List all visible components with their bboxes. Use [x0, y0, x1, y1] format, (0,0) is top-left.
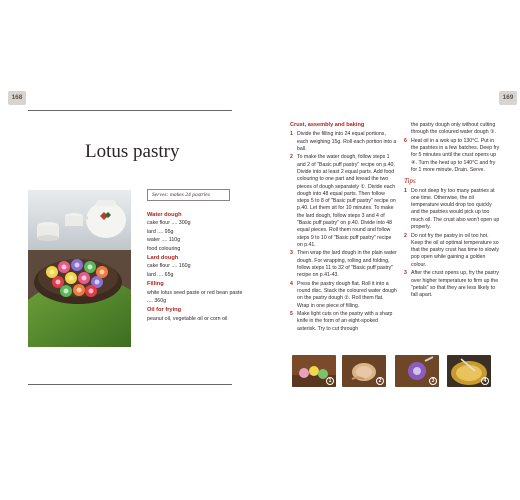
recipe-title: Lotus pastry: [85, 141, 180, 162]
step-text: the pastry dough only without cutting through the coloured water dough ③.: [411, 122, 497, 136]
method-step: [290, 131, 397, 153]
step-photo-2: [342, 355, 386, 387]
ingredient-section-heading: Water dough: [147, 212, 182, 218]
top-rule: [28, 110, 232, 111]
method-step: [290, 250, 397, 279]
tip-text: Do not deep fry too many pastries at one time. Otherwise, the oil temperature would drop too quickly and the pastries would pick up too much oil. The crust also won't open up properly.: [411, 187, 500, 231]
lotus-pastry-photo: [28, 190, 131, 347]
method-step-continued: [404, 122, 500, 137]
ingredient-section-heading: Oil for frying: [147, 307, 182, 314]
bottom-rule: [28, 384, 232, 385]
step-number: 1: [290, 131, 293, 138]
step-number: 6: [404, 137, 407, 144]
step-photo-label: 4: [481, 377, 489, 385]
step-text: To make the water dough, follow steps 1 and 2 of "Basic puff pastry" recipe on p.40. Divide into at least 2 equal parts. Add food colouring to one part and knead the two pieces of dough separately ①. Divide each dough into 48 equal parts. Then follow steps 5 to 8 of "Basic puff pastry" recipe on p.40. Let them sit for 10 minutes. To make the lard dough, follow steps 3 and 4 of "Basic puff pastry" on p.40. Divide into 48 equal pieces. Roll them round and follow steps 9 to 10 of "Basic puff pastry" recipe on p.41.: [297, 154, 396, 248]
method-tips-column: [404, 122, 500, 301]
step-photo-label: 2: [376, 377, 384, 385]
tip-item: [404, 233, 500, 269]
step-photo-label: 1: [326, 377, 334, 385]
step-photo-3: [395, 355, 439, 387]
ingredient-item: cake flour .... 160g: [147, 263, 191, 270]
step-number: 5: [290, 311, 293, 318]
tip-text: Do not fry the pastry in oil too hot. Keep the oil at optimal temperature so that the pastry crust has time to slowly pop open while gaining a golden colour.: [411, 232, 499, 268]
ingredient-item: cake flour .... 300g: [147, 220, 191, 227]
step-photo-4: [447, 355, 491, 387]
page-number-left: 168: [8, 91, 26, 105]
hero-photo: [28, 190, 131, 347]
step-photo-1: [292, 355, 336, 387]
ingredient-item: water .... 110g: [147, 237, 181, 244]
ingredient-item: food colouring: [147, 245, 181, 252]
method-step: [290, 311, 397, 333]
serves-box: Serves: makes 24 pastries: [147, 189, 230, 201]
ingredient-item: peanut oil, vegetable oil or corn oil: [147, 315, 228, 322]
tip-number: 2: [404, 232, 407, 239]
step-number: 4: [290, 280, 293, 287]
page-number-right: 169: [499, 91, 517, 105]
tip-number: 1: [404, 187, 407, 194]
ingredient-item: lard .... 65g: [147, 271, 174, 278]
ingredients-list: [147, 211, 247, 323]
method-step: [290, 154, 397, 249]
ingredient-item: lard .... 95g: [147, 228, 174, 235]
ingredient-group: [147, 211, 247, 253]
ingredient-section-heading: Lard dough: [147, 255, 179, 262]
step-text: Then wrap the lard dough in the plain water dough. For wrapping, rolling and folding, follow steps 11 to 32 of "Basic puff pastry" recipe on p.41-43.: [297, 250, 397, 279]
ingredient-group: [147, 280, 247, 305]
ingredient-item: white lotus seed paste or red bean paste .... 360g: [147, 289, 243, 305]
method-heading: Crust, assembly and baking: [290, 122, 365, 128]
tip-item: [404, 188, 500, 232]
method-column: [290, 122, 397, 334]
ingredient-group: [147, 306, 247, 323]
ingredient-section-heading: Filling: [147, 281, 164, 288]
method-step: [404, 138, 500, 174]
step-number: 2: [290, 154, 293, 161]
tips-heading: Tips: [404, 177, 416, 186]
method-step: [290, 281, 397, 310]
step-text: Press the pastry dough flat. Roll it into a round disc. Stack the coloured water dough on the pastry dough ②. Roll them flat. Wrap in one piece of filling.: [297, 280, 397, 309]
step-text: Make light cuts on the pastry with a sharp knife in the form of an eight-spoked asterisk. Try to cut through: [297, 311, 393, 332]
step-number: 3: [290, 250, 293, 257]
ingredient-group: [147, 254, 247, 279]
tip-text: After the crust opens up, fry the pastry over higher temperature to firm up the "petals" so that they are less likely to fall apart.: [411, 270, 499, 299]
step-text: Divide the filling into 24 equal portions, each weighing 15g. Roll each portion into a ball.: [297, 131, 397, 152]
step-text: Heat oil in a wok up to 130°C. Put in the pastries in a few batches. Deep fry for 5 minutes until the crust opens up ④. Turn the heat up to 140°C and fry for 1 more minute. Drain. Serve.: [411, 137, 500, 173]
tip-item: [404, 270, 500, 299]
step-photo-label: 3: [429, 377, 437, 385]
tip-number: 3: [404, 270, 407, 277]
